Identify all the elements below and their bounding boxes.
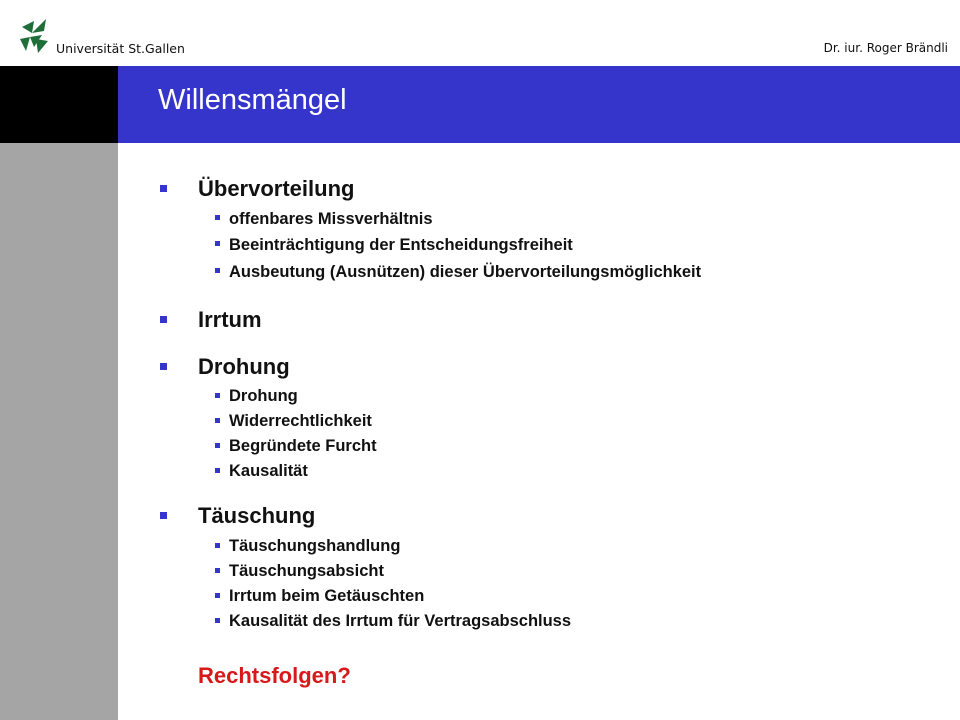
item-bullet-icon [215, 468, 220, 473]
item-bullet-icon [215, 618, 220, 623]
item-bullet-icon [215, 393, 220, 398]
author-name: Dr. iur. Roger Brändli [823, 41, 948, 55]
section-heading: Drohung [198, 354, 290, 379]
list-item: Täuschungshandlung [229, 537, 401, 555]
title-bar [118, 66, 960, 143]
header [0, 0, 960, 66]
list-item: Beeinträchtigung der Entscheidungsfreiheit [229, 236, 573, 254]
list-item: Täuschungsabsicht [229, 562, 384, 580]
list-item: Widerrechtlichkeit [229, 412, 372, 430]
side-bar [0, 143, 118, 720]
section-bullet-icon [160, 512, 167, 519]
list-item: Drohung [229, 387, 298, 405]
list-item: offenbares Missverhältnis [229, 210, 433, 228]
section-heading: Irrtum [198, 307, 262, 332]
item-bullet-icon [215, 241, 220, 246]
hsg-leaf-icon [20, 17, 54, 55]
item-bullet-icon [215, 418, 220, 423]
university-name: Universität St.Gallen [56, 41, 185, 56]
section-bullet-icon [160, 185, 167, 192]
section-heading: Täuschung [198, 503, 316, 528]
list-item: Ausbeutung (Ausnützen) dieser Übervorteilungsmöglichkeit [229, 263, 702, 281]
item-bullet-icon [215, 443, 220, 448]
list-item: Kausalität [229, 462, 308, 480]
item-bullet-icon [215, 593, 220, 598]
section-heading: Übervorteilung [198, 176, 355, 201]
section-bullet-icon [160, 363, 167, 370]
university-logo [20, 17, 220, 57]
item-bullet-icon [215, 215, 220, 220]
list-item: Begründete Furcht [229, 437, 377, 455]
item-bullet-icon [215, 268, 220, 273]
section-bullet-icon [160, 316, 167, 323]
item-bullet-icon [215, 543, 220, 548]
list-item: Irrtum beim Getäuschten [229, 587, 425, 605]
corner-block [0, 66, 118, 143]
list-item: Kausalität des Irrtum für Vertragsabschluss [229, 612, 572, 630]
slide-title: Willensmängel [158, 84, 347, 116]
item-bullet-icon [215, 568, 220, 573]
conclusion-question: Rechtsfolgen? [198, 663, 351, 688]
